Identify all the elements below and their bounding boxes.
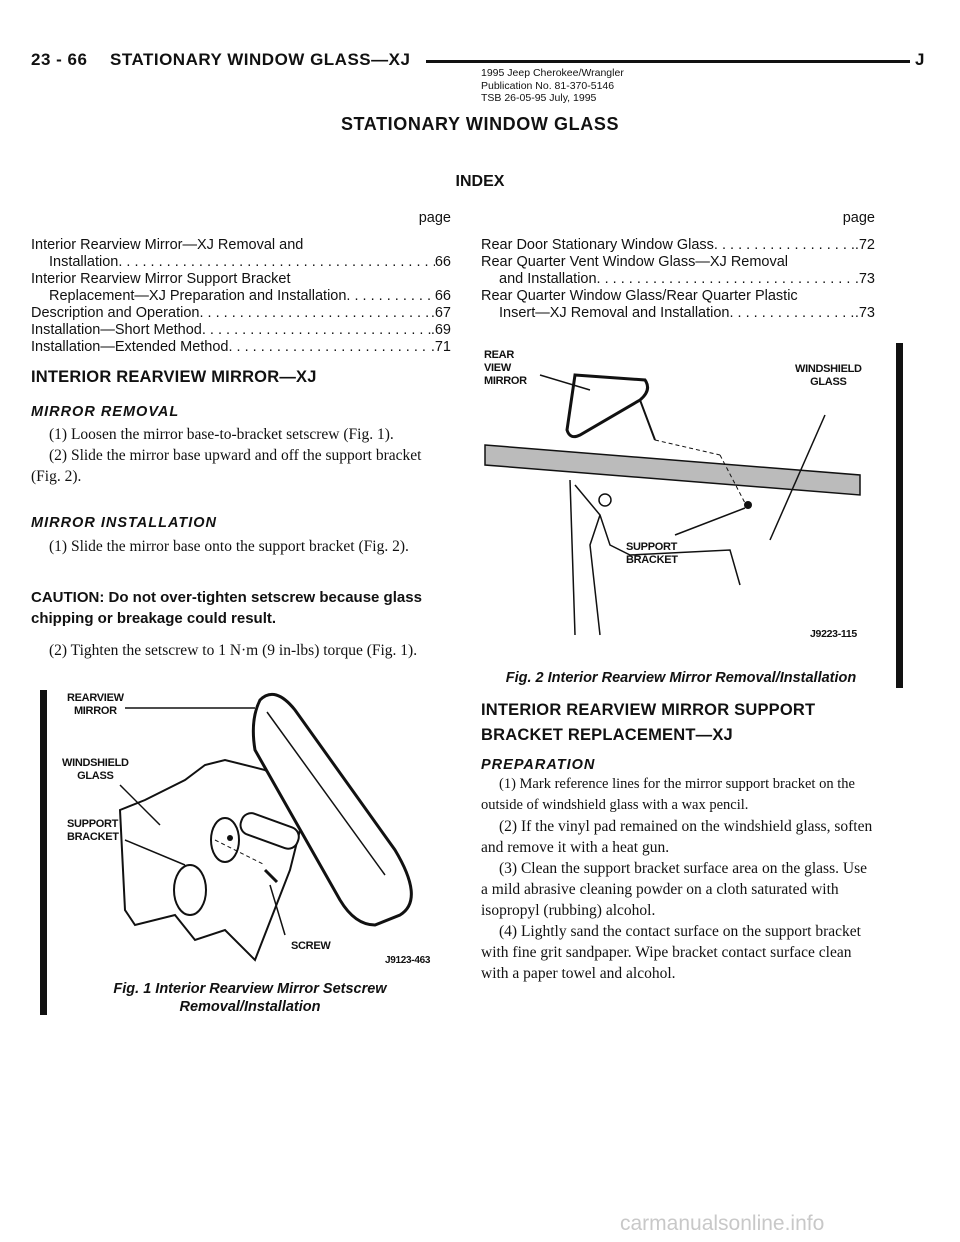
fig1-caption: Fig. 1 Interior Rearview Mirror Setscrew Removal/Installation	[113, 981, 387, 1015]
page-column-label: page	[418, 210, 451, 226]
index-left-column	[31, 210, 451, 356]
subheading-removal: MIRROR REMOVAL	[31, 404, 180, 420]
preparation-steps	[481, 774, 875, 984]
install-step	[31, 536, 451, 557]
index-entry[interactable]: Rear Door Stationary Window Glass . . . .72	[481, 237, 875, 254]
fig2-bracket-shape	[599, 494, 611, 506]
figure-bar	[896, 343, 903, 688]
publication-line: Publication No. 81-370-5146	[481, 79, 615, 92]
watermark: carmanualsonline.info	[620, 1212, 825, 1235]
page-title: STATIONARY WINDOW GLASS	[340, 114, 620, 134]
mounting-pad-shape	[174, 865, 206, 915]
fig1-label-support-bracket: SUPPORT BRACKET	[67, 818, 119, 843]
step-text: (2) If the vinyl pad remained on the windshield glass, soften and remove it with a heat gun.	[481, 818, 873, 856]
fig1-label-rearview-mirror: REARVIEW MIRROR	[67, 692, 124, 717]
running-section-title: STATIONARY WINDOW GLASS—XJ	[110, 50, 411, 69]
index-entry[interactable]: Interior Rearview Mirror—XJ Removal and Installation . . . 66	[31, 237, 451, 271]
publication-line: TSB 26-05-95 July, 1995	[481, 92, 597, 104]
removal-steps	[31, 424, 451, 487]
mirror-shape	[253, 694, 411, 925]
index-entry[interactable]: Description and Operation . . . .67	[31, 305, 451, 322]
caution-note: CAUTION: Do not over-tighten setscrew because glass chipping or breakage could result.	[31, 589, 422, 627]
subheading-installation: MIRROR INSTALLATION	[31, 515, 217, 531]
page-number: 23 - 66	[31, 50, 88, 69]
subheading-preparation: PREPARATION	[481, 757, 596, 773]
step-text: (1) Slide the mirror base onto the support bracket (Fig. 2).	[49, 538, 409, 555]
step-text: (2) Slide the mirror base upward and off the support bracket (Fig. 2).	[31, 447, 422, 485]
fig1-label-screw: SCREW	[291, 940, 331, 952]
index-entry[interactable]: Rear Quarter Vent Window Glass—XJ Removal and Installation . . . .73	[481, 254, 875, 288]
index-title: INDEX	[455, 173, 505, 190]
publication-info	[481, 67, 624, 105]
publication-line: 1995 Jeep Cherokee/Wrangler	[481, 67, 624, 79]
index-page-number: 66	[434, 288, 451, 304]
header-rule	[426, 60, 910, 63]
index-entry[interactable]: Interior Rearview Mirror Support Bracket Replacement—XJ Preparation and Installation . . . 66	[31, 271, 451, 305]
index-entry[interactable]: Installation—Short Method . . . .69	[31, 322, 451, 339]
index-page-number: .69	[430, 322, 451, 338]
index-page-number: .72	[854, 237, 875, 253]
fig2-mirror-shape	[567, 375, 648, 437]
step-text: (2) Tighten the setscrew to 1 N·m (9 in-lbs) torque (Fig. 1).	[49, 642, 418, 659]
fig2-label-windshield-glass: WINDSHIELD GLASS	[795, 363, 862, 388]
roof-header-shape	[485, 445, 860, 495]
fig2-caption: Fig. 2 Interior Rearview Mirror Removal/Installation	[505, 670, 857, 686]
index-page-number: .73	[854, 305, 875, 321]
step-text: (1) Loosen the mirror base-to-bracket setscrew (Fig. 1).	[49, 426, 394, 443]
fig2-label-support-bracket: SUPPORT BRACKET	[626, 541, 678, 566]
page-column-label: page	[842, 210, 875, 226]
fig1-code: J9123-463	[385, 955, 431, 966]
index-page-number: .71	[430, 339, 451, 355]
index-entry[interactable]: Installation—Extended Method . . . .71	[31, 339, 451, 356]
index-page-number: .73	[854, 271, 875, 287]
header-letter: J	[915, 50, 925, 69]
install-step	[31, 640, 451, 661]
index-page-number: 66	[434, 254, 451, 270]
figure-bar	[40, 690, 47, 1015]
section-heading: INTERIOR REARVIEW MIRROR SUPPORT BRACKET REPLACEMENT—XJ	[481, 701, 816, 744]
step-text: (3) Clean the support bracket surface area on the glass. Use a mild abrasive cleaning powder on a cloth saturated with isopropyl (rubbing) alcohol.	[481, 860, 867, 919]
step-text: (4) Lightly sand the contact surface on the support bracket with fine grit sandpaper. Wipe bracket contact surface clean with a paper towel and alcohol.	[481, 923, 861, 982]
fig2-code: J9223-115	[810, 628, 857, 640]
fig2-illustration	[480, 345, 885, 645]
section-heading: INTERIOR REARVIEW MIRROR—XJ	[31, 368, 317, 386]
fig1-label-windshield-glass: WINDSHIELD GLASS	[62, 757, 129, 782]
fig2-label-rear-view-mirror: REAR VIEW MIRROR	[484, 349, 527, 387]
screw-shape	[265, 870, 277, 882]
index-right-column	[481, 210, 875, 322]
index-entry[interactable]: Rear Quarter Window Glass/Rear Quarter Plastic Insert—XJ Removal and Installation . . . .73	[481, 288, 875, 322]
step-text: (1) Mark reference lines for the mirror support bracket on the outside of windshield glass with a wax pencil.	[481, 776, 855, 813]
index-page-number: .67	[430, 305, 451, 321]
